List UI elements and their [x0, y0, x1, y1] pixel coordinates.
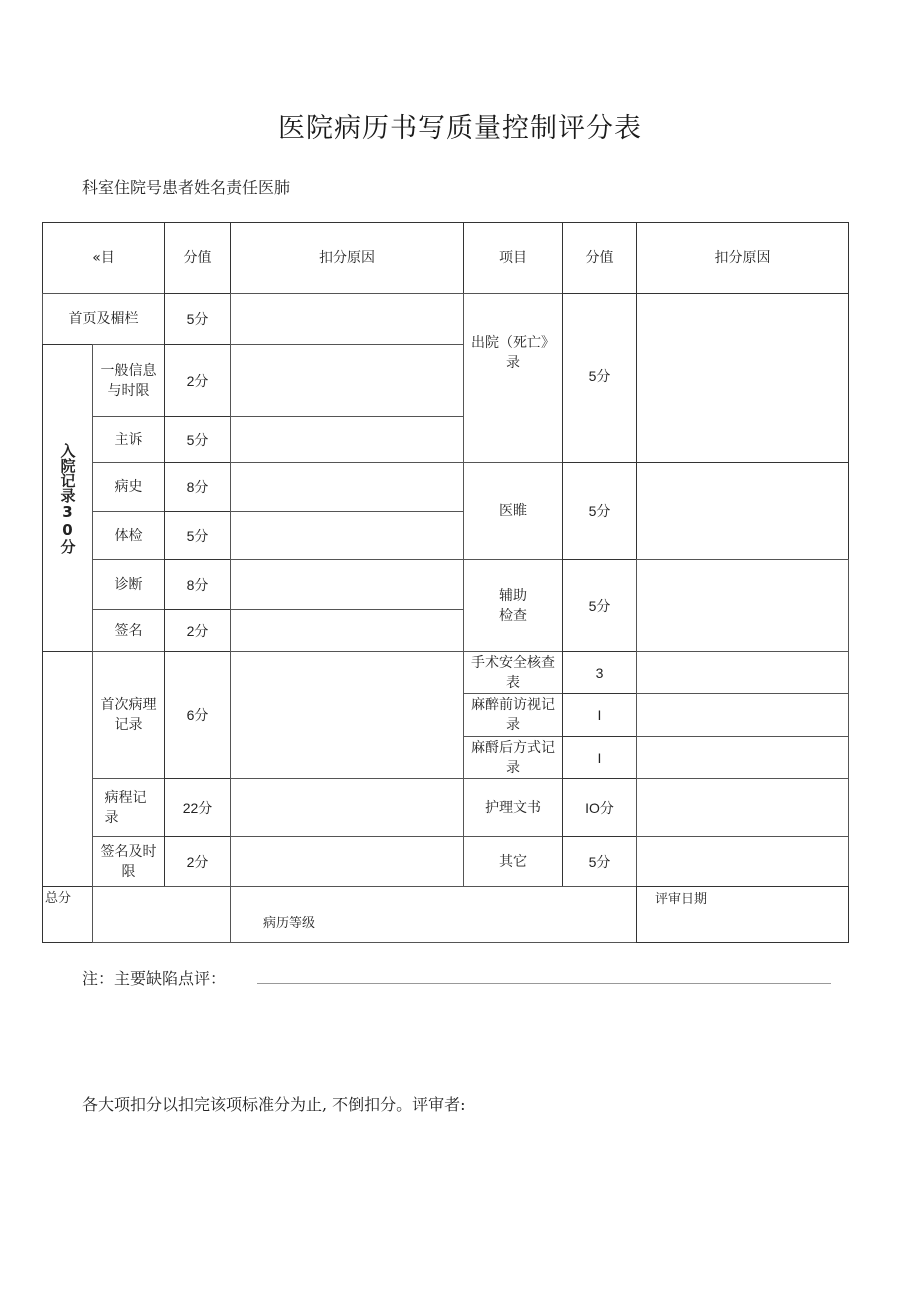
row-item-medical-orders: 医睢	[463, 462, 563, 560]
row-score-diagnosis: 8分	[164, 559, 231, 610]
header-score-right: 分值	[562, 222, 637, 294]
row-item-discharge-record	[463, 293, 563, 463]
review-date-label: 评审日期	[655, 892, 708, 907]
row-reason-history[interactable]	[230, 462, 464, 512]
row-reason-auxiliary-exam[interactable]	[636, 559, 849, 652]
row-reason-surgical-safety-checklist[interactable]	[636, 651, 849, 694]
row-score-general-info: 2分	[164, 344, 231, 417]
row-score-surgical-safety-checklist: 3	[562, 651, 637, 694]
row-score-medical-orders: 5分	[562, 462, 637, 560]
row-item-label: 一般信息与时限	[100, 362, 157, 399]
row-item-post-anesthesia-record	[463, 736, 563, 779]
row-item-physical-exam: 体检	[92, 511, 165, 560]
row-item-signature-timing	[92, 836, 165, 887]
header-item-left: «目	[42, 222, 165, 294]
record-grade-field[interactable]	[230, 886, 637, 943]
group-progress-record	[42, 651, 93, 887]
row-item-other: 其它	[463, 836, 563, 887]
group-admission-record	[42, 344, 93, 652]
header-score-left: 分值	[164, 222, 231, 294]
record-grade-label: 病历等级	[263, 915, 316, 931]
row-score-chief-complaint: 5分	[164, 416, 231, 463]
group-admission-label: 入院记录30分	[58, 442, 77, 554]
row-score-signature: 2分	[164, 609, 231, 652]
row-item-general-info	[92, 344, 165, 417]
score-value: 5分	[588, 368, 611, 384]
row-item-label: 麻醉前访视记录	[471, 697, 555, 733]
row-item-first-course-record	[92, 651, 165, 779]
review-date-field[interactable]	[636, 886, 849, 943]
row-item-label: 病程记录	[104, 789, 147, 826]
patient-info-line: 科室住院号患者姓名责任医肺	[82, 178, 291, 197]
row-item-label: 辅助检查	[499, 587, 527, 624]
row-item-label: 首次病理记录	[100, 697, 157, 733]
row-score-auxiliary-exam: 5分	[562, 559, 637, 652]
row-score-history: 8分	[164, 462, 231, 512]
row-score-physical-exam: 5分	[164, 511, 231, 560]
row-reason-front-page[interactable]	[230, 293, 464, 345]
row-reason-pre-anesthesia-visit[interactable]	[636, 693, 849, 737]
row-score-progress-notes: 22分	[164, 778, 231, 837]
row-item-nursing-documents: 护理文书	[463, 778, 563, 837]
header-reason-right: 扣分原因	[636, 222, 849, 294]
row-item-auxiliary-exam	[463, 559, 563, 652]
scoring-rule-text: 各大项扣分以扣完该项标准分为止, 不倒扣分。评审者:	[82, 1095, 466, 1114]
row-reason-other[interactable]	[636, 836, 849, 887]
row-item-history: 病史	[92, 462, 165, 512]
row-score-post-anesthesia-record: I	[562, 736, 637, 779]
page-title: 医院病历书写质量控制评分表	[278, 113, 642, 144]
row-item-label: 手术安全核查表	[471, 654, 555, 691]
row-score-nursing-documents: IO分	[562, 778, 637, 837]
row-reason-progress-notes[interactable]	[230, 778, 464, 837]
row-item-label: 麻酹后方式记录	[471, 739, 555, 776]
row-item-signature: 签名	[92, 609, 165, 652]
row-reason-chief-complaint[interactable]	[230, 416, 464, 463]
row-score-pre-anesthesia-visit: I	[562, 693, 637, 737]
row-reason-nursing-documents[interactable]	[636, 778, 849, 837]
row-item-front-page: 首页及楣栏	[42, 293, 165, 345]
row-item-chief-complaint: 主诉	[92, 416, 165, 463]
row-item-diagnosis: 诊断	[92, 559, 165, 610]
defect-comment-label: 注：主要缺陷点评：	[82, 969, 227, 988]
total-score-label: 总分	[42, 886, 93, 943]
row-reason-discharge-record[interactable]	[636, 293, 849, 463]
header-item-right: 项目	[463, 222, 563, 294]
row-score-first-course-record: 6分	[164, 651, 231, 779]
row-score-front-page: 5分	[164, 293, 231, 345]
row-reason-signature-timing[interactable]	[230, 836, 464, 887]
header-reason-left: 扣分原因	[230, 222, 464, 294]
row-score-signature-timing: 2分	[164, 836, 231, 887]
total-score-field[interactable]	[92, 886, 231, 943]
row-item-pre-anesthesia-visit	[463, 693, 563, 737]
row-score-discharge-record	[562, 293, 637, 463]
row-reason-diagnosis[interactable]	[230, 559, 464, 610]
row-reason-medical-orders[interactable]	[636, 462, 849, 560]
defect-comment-input[interactable]	[257, 983, 831, 984]
row-reason-signature[interactable]	[230, 609, 464, 652]
row-item-surgical-safety-checklist	[463, 651, 563, 694]
row-score-other: 5分	[562, 836, 637, 887]
row-item-label: 出院（死亡》录	[471, 335, 555, 371]
row-reason-general-info[interactable]	[230, 344, 464, 417]
row-reason-post-anesthesia-record[interactable]	[636, 736, 849, 779]
row-item-progress-notes	[92, 778, 165, 837]
row-item-label: 签名及时限	[100, 843, 157, 880]
row-reason-first-course-record[interactable]	[230, 651, 464, 779]
row-reason-physical-exam[interactable]	[230, 511, 464, 560]
